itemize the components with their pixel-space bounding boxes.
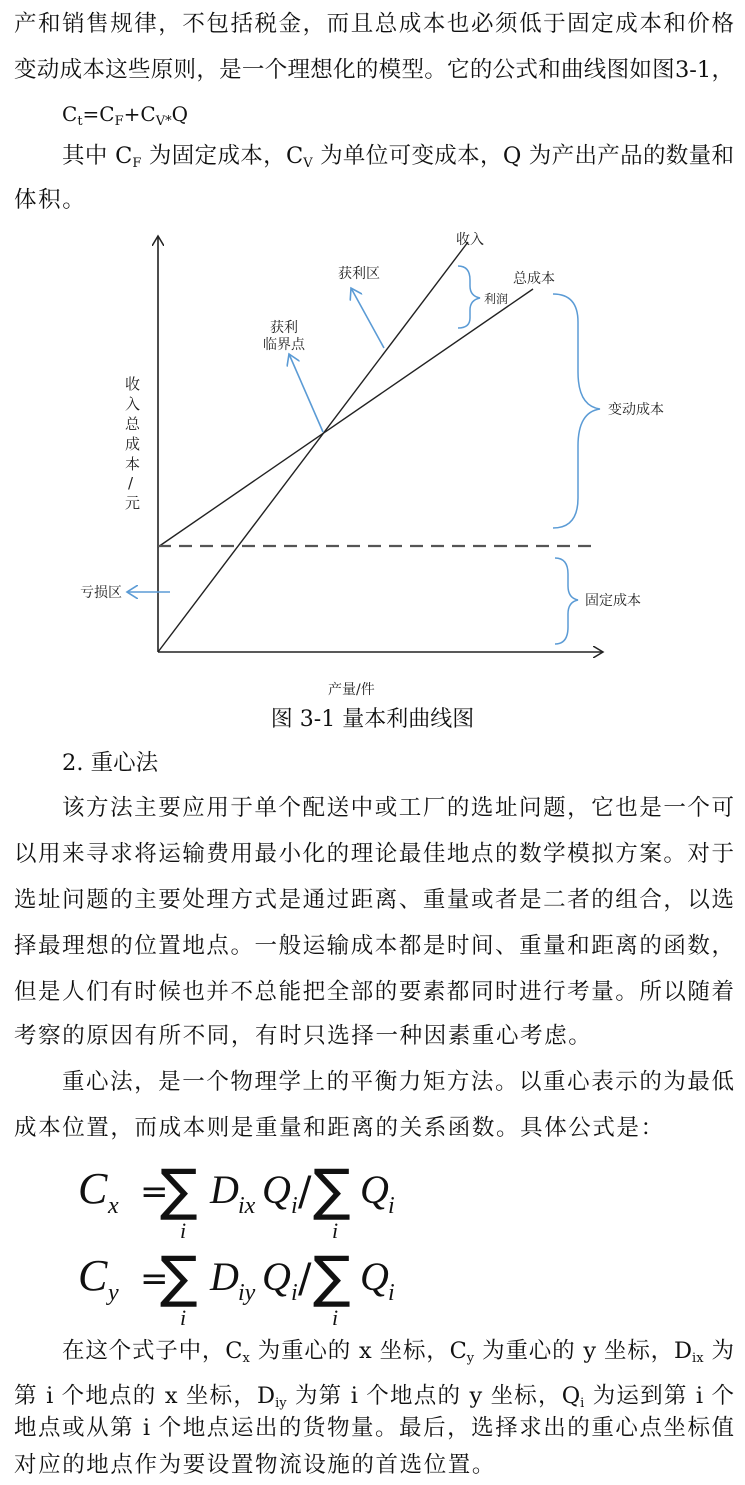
paragraph-1-line-2: 变动成本这些原则，是一个理想化的模型。它的公式和曲线图如图3-1， — [14, 57, 734, 83]
cvp-chart — [0, 222, 745, 702]
paragraph-3-line: 择最理想的位置地点。一般运输成本都是时间、重量和距离的函数， — [14, 933, 734, 959]
loss-zone-label: 亏损区 — [80, 585, 122, 601]
paragraph-3-line: 该方法主要应用于单个配送中或工厂的选址问题，它也是一个可 — [62, 795, 734, 821]
paragraph-5-line-2: 第 i 个地点的 x 坐标，$D_{iy}$ 为第 i 个地点的 y 坐标，$Q_i$ 为运到第 i 个 — [14, 1383, 734, 1411]
svg-text:/: / — [298, 1169, 312, 1215]
total-cost-line — [158, 289, 533, 547]
paragraph-2-line-1: 其中 $C_F$ 为固定成本，$C_V$ 为单位可变成本，Q 为产出产品的数量和 — [62, 143, 734, 171]
paragraph-5-line-3: 地点或从第 i 个地点运出的货物量。最后，选择求出的重心点坐标值 — [14, 1415, 734, 1441]
paragraph-3-line: 但是人们有时候也并不总能把全部的要素都同时进行考量。所以随着 — [14, 979, 734, 1005]
variable-cost-label: 变动成本 — [608, 402, 664, 418]
revenue-line — [158, 242, 468, 652]
cost-formula: $C_t=C_F+C_{V*}Q$ — [62, 102, 188, 129]
svg-text:i: i — [388, 1280, 395, 1306]
svg-text:i: i — [332, 1218, 339, 1243]
paragraph-1-line-1: 产和销售规律，不包括税金，而且总成本也必须低于固定成本和价格 — [14, 11, 734, 37]
paragraph-2-line-2: 体积。 — [14, 187, 87, 213]
fixed-cost-label: 固定成本 — [585, 593, 641, 609]
profit-label: 利润 — [484, 292, 509, 306]
paragraph-4-line-1: 重心法，是一个物理学上的平衡力矩方法。以重心表示的为最低 — [62, 1069, 734, 1095]
paragraph-3-line: 考察的原因有所不同，有时只选择一种因素重心考虑。 — [14, 1023, 593, 1049]
svg-text:i: i — [291, 1193, 298, 1219]
svg-text:ix: ix — [238, 1193, 256, 1219]
svg-text:Q: Q — [262, 1254, 291, 1299]
svg-text:D: D — [210, 1167, 239, 1212]
fixed-cost-brace — [555, 558, 578, 644]
y-label-char: 总 — [125, 415, 141, 433]
centroid-equations — [0, 1153, 745, 1328]
svg-text:Q: Q — [360, 1254, 389, 1299]
y-label-char: 收 — [125, 375, 141, 393]
svg-text:/: / — [298, 1256, 312, 1302]
figure-caption: 图 3-1 量本利曲线图 — [270, 707, 475, 732]
svg-text:y: y — [108, 1280, 119, 1306]
y-label-char: 入 — [125, 395, 141, 413]
y-label-char: / — [128, 474, 134, 492]
paragraph-3-line: 以用来寻求将运输费用最小化的理论最佳地点的数学模拟方案。对于 — [14, 841, 734, 867]
svg-text:Q: Q — [262, 1167, 291, 1212]
svg-text:∑: ∑ — [160, 1158, 198, 1223]
svg-text:∑: ∑ — [313, 1245, 351, 1310]
svg-text:i: i — [180, 1218, 187, 1243]
svg-text:∑: ∑ — [160, 1245, 198, 1310]
svg-text:=: = — [140, 1259, 169, 1299]
profit-brace — [458, 266, 480, 328]
svg-text:i: i — [291, 1280, 298, 1306]
svg-text:D: D — [210, 1254, 239, 1299]
svg-text:C: C — [78, 1164, 108, 1213]
svg-text:C: C — [78, 1251, 108, 1300]
total-cost-label: 总成本 — [513, 271, 555, 287]
svg-text:∑: ∑ — [313, 1158, 351, 1223]
svg-text:i: i — [388, 1193, 395, 1219]
svg-text:iy: iy — [238, 1280, 256, 1306]
breakeven-label-1: 获利 — [270, 320, 298, 336]
paragraph-3-line: 选址问题的主要处理方式是通过距离、重量或者是二者的组合，以选 — [14, 887, 734, 913]
revenue-label: 收入 — [456, 232, 484, 248]
svg-text:i: i — [180, 1305, 187, 1328]
x-label: 产量/件 — [328, 682, 375, 698]
breakeven-arrow — [289, 354, 323, 432]
profit-zone-label: 获利区 — [338, 266, 380, 282]
y-label-char: 成 — [125, 435, 141, 453]
paragraph-4-line-2: 成本位置，而成本则是重量和距离的关系函数。具体公式是： — [14, 1115, 665, 1141]
svg-text:i: i — [332, 1305, 339, 1328]
y-label-char: 元 — [125, 494, 141, 512]
y-label-char: 本 — [125, 455, 141, 473]
paragraph-5-line-1: 在这个式子中，$C_x$ 为重心的 x 坐标，$C_y$ 为重心的 y 坐标，$D_{ix}$ 为 — [62, 1338, 734, 1366]
section-heading: 2. 重心法 — [62, 750, 159, 776]
variable-cost-brace — [553, 294, 600, 528]
svg-text:Q: Q — [360, 1167, 389, 1212]
profit-zone-arrow — [351, 288, 384, 348]
breakeven-label-2: 临界点 — [263, 337, 305, 353]
svg-text:x: x — [108, 1193, 119, 1219]
svg-text:=: = — [140, 1172, 169, 1212]
paragraph-5-line-4: 对应的地点作为要设置物流设施的首选位置。 — [14, 1452, 497, 1478]
